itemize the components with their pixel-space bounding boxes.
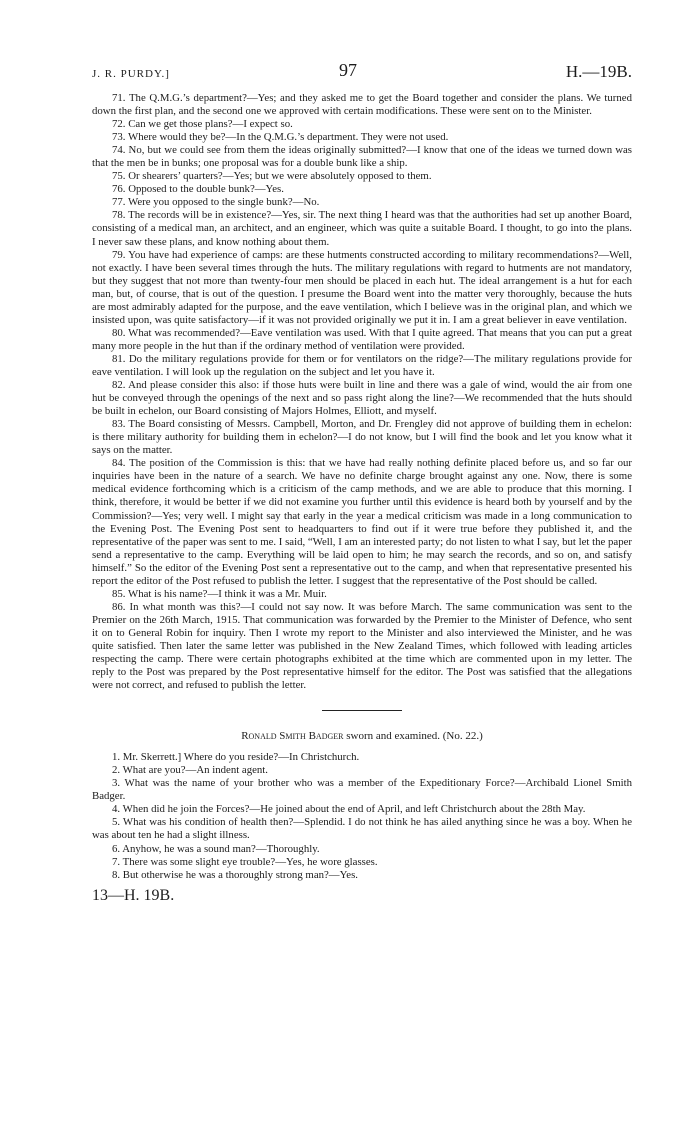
signature-mark: 13—H. 19B.: [92, 886, 175, 904]
paragraph-71: 71. The Q.M.G.’s department?—Yes; and they asked me to get the Board together and consider the plans. We turned down the first plan, and the second one we approved with certain modifications. These were sent on to the Minister.: [92, 92, 632, 118]
witness-heading: [92, 730, 632, 743]
question-4: 4. When did he join the Forces?—He joined about the end of April, and left Christchurch about the 28th May.: [112, 803, 586, 816]
question-2: 2. What are you?—An indent agent.: [112, 764, 269, 777]
paragraph-86: 86. In what month was this?—I could not say now. It was before March. The same communication was sent to the Premier on the 26th March, 1915. That communication was forwarded by the Premier to the Minister of Defence, who sent it on to General Robin for inquiry. Then I wrote my report to the Minister and also interviewed the Minister, and he was quite satisfied. Then later the same letter was published in the New Zealand Times, which followed with leading articles respecting the camp. There were certain photographs exhibited at the time which are commented upon in my letter. The reply to the Post was prepared by the Post representative himself for the editor. The Post was satisfied that the allegations were not correct, and refused to publish the letter.: [92, 600, 632, 692]
page-header: [92, 60, 632, 84]
paragraph-83: 83. The Board consisting of Messrs. Campbell, Morton, and Dr. Frengley did not approve of building them in echelon: is there military authority for building them in echelon?—I do not know, but I will find the book and let you know what it says on the matter.: [92, 418, 632, 457]
paragraph-76: 76. Opposed to the double bunk?—Yes.: [112, 183, 284, 196]
question-8: 8. But otherwise he was a thoroughly strong man?—Yes.: [112, 868, 359, 881]
question-1: 1. Mr. Skerrett.] Where do you reside?—In Christchurch.: [112, 751, 360, 764]
witness-name: Ronald Smith Badger: [241, 730, 344, 743]
paragraph-81: 81. Do the military regulations provide for them or for ventilators on the ridge?—The military regulations provide for eave ventilation. I will look up the regulation on the subject and let you have it.: [92, 352, 632, 378]
question-3: 3. What was the name of your brother who was a member of the Expeditionary Force?—Archibald Lionel Smith Badger.: [92, 777, 632, 803]
evidence-text: [92, 92, 632, 882]
witness-sworn: sworn and examined.: [346, 730, 441, 743]
question-7: 7. There was some slight eye trouble?—Yes, he wore glasses.: [112, 855, 378, 868]
paragraph-79: 79. You have had experience of camps: are these hutments constructed according to military recommendations?—Well, not exactly. I have been several times through the huts. The military regulations with regard to hutments are not mandatory, but they suggest that not more than twenty-four men should be placed in each hut. The ideal arrangement is a hut for each man, but, of course, that is out of the question. I presume the Board went into the matter very thoroughly, because the huts are most admirably adapted for the purpose, and the eave ventilation, which I believe was in the original plan, and which we insisted upon, was quite satisfactory—if it was not provided originally we put it in. I am a great believer in eave ventilation.: [92, 248, 632, 326]
section-divider: [322, 710, 402, 711]
paragraph-78: 78. The records will be in existence?—Yes, sir. The next thing I heard was that the authorities had set up another Board, consisting of a medical man, an architect, and an engineer, which was quite a suitable Board. I thought, to go into the plans. I never saw these plans, and know nothing about them.: [92, 209, 632, 248]
paragraph-85: 85. What is his name?—I think it was a Mr. Muir.: [112, 587, 327, 600]
document-reference: H.—19B.: [565, 62, 632, 81]
witness-number: (No. 22.): [442, 730, 483, 743]
question-5: 5. What was his condition of health then?—Splendid. I do not think he has ailed anything since he was a boy. When he was about ten he had a slight illness.: [92, 816, 632, 842]
page-number: 97: [339, 60, 357, 80]
question-6: 6. Anyhow, he was a sound man?—Thoroughly.: [112, 842, 320, 855]
paragraph-84: 84. The position of the Commission is this: that we have had really nothing definite placed before us, and so far our inquiries have been in the nature of a search. We have no definite charge brought against any one. Now, there is some medical evidence forthcoming which is a criticism of the camp methods, and we are able to produce that this morning. I think, therefore, it would be better if we did not examine you further until this evidence is heard both by yourself and by the Commission?—Yes; very well. I might say that early in the year a medical criticism was made in a long communication to the Evening Post. The Evening Post sent to headquarters to find out if it were true before they published it, and the representative of the paper was sent to me. I said, “Well, I am an interested party; do not listen to what I say, but let the paper send a representative to the camp. Everything will be laid open to him; he may search the records, and so on, and satisfy himself.” So the editor of the Evening Post sent a representative out to the camp, and when that representative presented his report the editor of the Post refused to publish the letter. I suggest that the representative of the Post should be called.: [92, 457, 632, 587]
header-witness-name: J. R. PURDY.]: [92, 68, 170, 80]
paragraph-77: 77. Were you opposed to the single bunk?—No.: [112, 196, 320, 209]
paragraph-80: 80. What was recommended?—Eave ventilation was used. With that I quite agreed. That means that you can put a great many more people in the hut than if the ordinary method of ventilation were provided.: [92, 326, 632, 352]
paragraph-72: 72. Can we get those plans?—I expect so.: [112, 118, 293, 131]
paragraph-82: 82. And please consider this also: if those huts were built in line and there was a gale of wind, would the air from one hut be conveyed through the openings of the next and so pass right along the line?—We recommended that the huts should be built in echelon, our Board consisting of Majors Holmes, Elliott, and myself.: [92, 379, 632, 418]
paragraph-75: 75. Or shearers’ quarters?—Yes; but we were absolutely opposed to them.: [112, 170, 432, 183]
paragraph-73: 73. Where would they be?—In the Q.M.G.’s department. They were not used.: [112, 131, 449, 144]
paragraph-74: 74. No, but we could see from them the ideas originally submitted?—I know that one of the ideas we turned down was that the men be in bunks; one proposal was for a double bunk like a ship.: [92, 144, 632, 170]
